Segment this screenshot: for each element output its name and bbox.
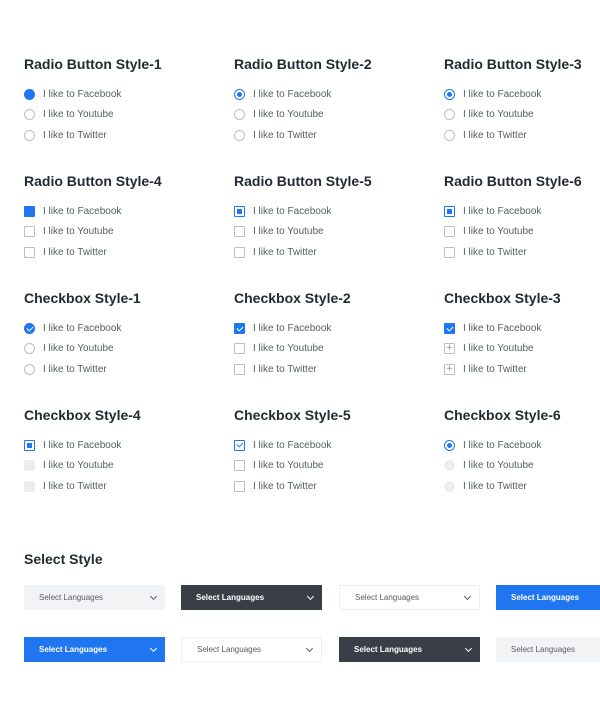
option-list [24,318,214,380]
option-label: I like to Twitter [253,480,317,492]
checkbox-control[interactable] [234,481,245,492]
language-select[interactable] [24,585,165,610]
option-item[interactable] [234,222,424,243]
radio-control[interactable] [234,109,245,120]
option-item[interactable] [234,359,424,380]
option-label: I like to Facebook [463,88,542,100]
option-label: I like to Youtube [43,460,114,472]
checkbox-control[interactable] [444,323,455,334]
option-label: I like to Twitter [43,363,107,375]
option-item[interactable] [234,201,424,222]
option-item[interactable] [444,456,600,477]
option-label: I like to Facebook [253,322,332,334]
option-item[interactable] [444,476,600,497]
radio-control[interactable] [444,130,455,141]
language-select[interactable] [24,637,165,662]
checkmark-icon [446,324,453,331]
option-item[interactable] [444,435,600,456]
option-label: I like to Twitter [463,246,527,258]
option-item[interactable] [24,456,214,477]
option-item[interactable] [24,222,214,243]
option-group [234,55,424,146]
option-item[interactable] [234,318,424,339]
option-list [234,201,424,263]
radio-control[interactable] [24,89,35,100]
option-label: I like to Youtube [463,109,534,121]
option-group [234,289,424,380]
option-label: I like to Twitter [43,480,107,492]
option-list [444,201,600,263]
checkbox-control[interactable] [24,481,35,492]
checkbox-control[interactable] [234,364,245,375]
chevron-down-icon [465,644,472,651]
option-label: I like to Facebook [43,88,122,100]
option-list [234,84,424,146]
option-label: I like to Youtube [253,109,324,121]
group-title: Checkbox Style-2 [234,290,351,306]
option-item[interactable] [234,125,424,146]
option-label: I like to Facebook [463,322,542,334]
plus-icon: + [445,363,454,374]
option-item[interactable] [234,242,424,263]
option-label: I like to Facebook [43,205,122,217]
option-group [234,406,424,497]
option-label: I like to Youtube [253,226,324,238]
option-item[interactable] [24,359,214,380]
option-label: I like to Youtube [253,460,324,472]
radio-control[interactable] [24,323,35,334]
option-item[interactable] [24,242,214,263]
select-label: Select Languages [354,645,423,654]
option-group [24,172,214,263]
option-list [24,201,214,263]
option-group [444,289,600,380]
group-title: Checkbox Style-5 [234,407,351,423]
option-item[interactable] [444,242,600,263]
checkbox-control[interactable] [234,343,245,354]
chevron-down-icon [464,592,471,599]
chevron-down-icon [307,592,314,599]
group-title: Radio Button Style-4 [24,173,162,189]
radio-control[interactable] [24,109,35,120]
option-label: I like to Youtube [463,460,534,472]
checkbox-control[interactable] [444,364,455,375]
option-label: I like to Facebook [43,322,122,334]
option-item[interactable] [24,435,214,456]
option-label: I like to Twitter [43,246,107,258]
checkbox-control[interactable] [24,247,35,258]
checkbox-control[interactable] [234,247,245,258]
group-title: Radio Button Style-1 [24,56,162,72]
group-title: Radio Button Style-6 [444,173,582,189]
select-label: Select Languages [196,593,265,602]
checkbox-control[interactable] [234,440,245,451]
option-list [444,84,600,146]
radio-control[interactable] [24,364,35,375]
option-label: I like to Facebook [43,439,122,451]
option-group [24,289,214,380]
option-label: I like to Twitter [463,129,527,141]
option-label: I like to Youtube [463,343,534,355]
option-list [444,318,600,380]
option-list [24,435,214,497]
option-label: I like to Youtube [253,343,324,355]
option-label: I like to Youtube [43,109,114,121]
option-item[interactable] [234,84,424,105]
checkbox-control[interactable] [24,206,35,217]
radio-control[interactable] [24,343,35,354]
option-list [444,435,600,497]
group-title: Checkbox Style-4 [24,407,141,423]
checkbox-control[interactable] [24,460,35,471]
option-label: I like to Twitter [253,129,317,141]
option-item[interactable] [234,435,424,456]
checkbox-control[interactable] [444,206,455,217]
option-item[interactable] [234,105,424,126]
chevron-down-icon [306,644,313,651]
option-group [234,172,424,263]
radio-control[interactable] [444,109,455,120]
option-label: I like to Twitter [253,246,317,258]
radio-control[interactable] [444,460,455,471]
option-item[interactable] [24,84,214,105]
option-label: I like to Twitter [43,129,107,141]
language-select[interactable] [181,585,322,610]
group-title: Checkbox Style-3 [444,290,561,306]
select-label: Select Languages [39,645,108,654]
option-list [234,318,424,380]
chevron-down-icon [150,592,157,599]
radio-control[interactable] [444,89,455,100]
checkbox-control[interactable] [444,343,455,354]
language-select[interactable] [181,637,322,662]
option-item[interactable] [24,105,214,126]
option-label: I like to Youtube [43,343,114,355]
option-item[interactable] [24,125,214,146]
select-label: Select Languages [197,645,262,654]
chevron-down-icon [150,644,157,651]
option-item[interactable] [444,201,600,222]
option-item[interactable] [24,201,214,222]
radio-control[interactable] [234,89,245,100]
radio-control[interactable] [444,481,455,492]
option-item[interactable] [24,339,214,360]
option-group [24,406,214,497]
language-select[interactable] [339,637,480,662]
option-label: I like to Youtube [43,226,114,238]
select-style-title: Select Style [24,551,103,567]
option-group [444,55,600,146]
option-item[interactable] [234,476,424,497]
option-label: I like to Twitter [463,480,527,492]
option-label: I like to Facebook [463,205,542,217]
option-item[interactable] [234,456,424,477]
checkmark-icon [236,441,243,448]
option-group [444,172,600,263]
group-title: Checkbox Style-1 [24,290,141,306]
option-label: I like to Youtube [463,226,534,238]
language-select[interactable] [496,585,600,610]
option-item[interactable] [24,318,214,339]
option-list [24,84,214,146]
plus-icon: + [445,343,454,354]
option-item[interactable] [444,359,600,380]
group-title: Radio Button Style-3 [444,56,582,72]
option-list [234,435,424,497]
option-item[interactable] [444,222,600,243]
option-item[interactable] [444,125,600,146]
checkbox-control[interactable] [444,247,455,258]
group-title: Radio Button Style-2 [234,56,372,72]
select-label: Select Languages [511,645,576,654]
select-label: Select Languages [39,593,104,602]
checkmark-icon [26,324,33,331]
option-item[interactable] [24,476,214,497]
group-title: Checkbox Style-6 [444,407,561,423]
checkbox-control[interactable] [234,460,245,471]
checkbox-control[interactable] [234,206,245,217]
checkbox-control[interactable] [24,226,35,237]
option-group [24,55,214,146]
language-select[interactable] [339,585,480,610]
checkbox-control[interactable] [444,226,455,237]
option-item[interactable] [444,318,600,339]
select-label: Select Languages [511,593,580,602]
option-item[interactable] [444,339,600,360]
language-select[interactable] [496,637,600,662]
checkbox-control[interactable] [24,440,35,451]
radio-control[interactable] [234,130,245,141]
radio-control[interactable] [24,130,35,141]
option-label: I like to Facebook [253,88,332,100]
checkbox-control[interactable] [234,226,245,237]
option-label: I like to Facebook [253,205,332,217]
radio-control[interactable] [444,440,455,451]
option-group [444,406,600,497]
option-label: I like to Facebook [463,439,542,451]
checkbox-control[interactable] [234,323,245,334]
option-label: I like to Twitter [253,363,317,375]
option-label: I like to Facebook [253,439,332,451]
option-label: I like to Twitter [463,363,527,375]
select-label: Select Languages [355,593,420,602]
group-title: Radio Button Style-5 [234,173,372,189]
option-item[interactable] [444,105,600,126]
option-item[interactable] [234,339,424,360]
option-item[interactable] [444,84,600,105]
checkmark-icon [236,324,243,331]
